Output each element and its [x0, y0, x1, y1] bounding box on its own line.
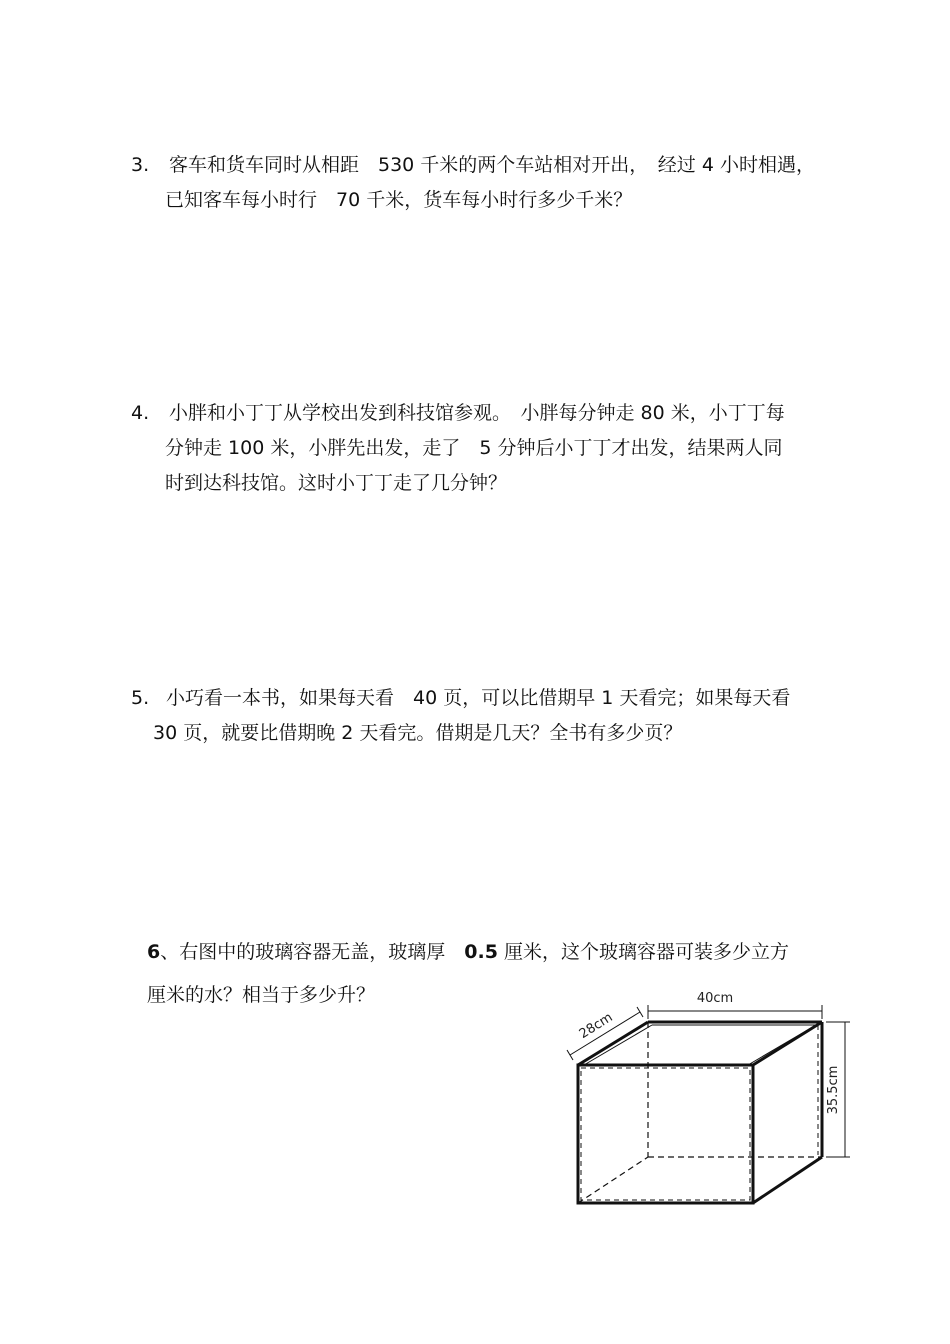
problem-6-text-prefix: 、右图中的玻璃容器无盖，玻璃厚 [160, 941, 465, 963]
problem-3-line-1: 客车和货车同时从相距 530 千米的两个车站相对开出， 经过 4 小时相遇， [169, 154, 815, 176]
height-label: 35.5cm [826, 1065, 841, 1115]
hidden-bottom-left-edge [578, 1157, 648, 1203]
bottom-right-edge [753, 1157, 822, 1203]
problem-5-line-1: 小巧看一本书，如果每天看 40 页，可以比借期早 1 天看完；如果每天看 [166, 687, 791, 709]
problem-6-line-1 [147, 940, 789, 964]
front-face-inner [581, 1068, 750, 1200]
problem-6-line-2: 厘米的水？相当于多少升？ [147, 984, 376, 1006]
problem-4-number: 4. [131, 402, 150, 424]
problem-4-line-1: 小胖和小丁丁从学校出发到科技馆参观。 小胖每分钟走 80 米，小丁丁每 [169, 402, 785, 424]
length-label: 40cm [696, 991, 734, 1006]
problem-4-line-3: 时到达科技馆。这时小丁丁走了几分钟？ [165, 472, 508, 494]
problem-4-line-2: 分钟走 100 米，小胖先出发，走了 5 分钟后小丁丁才出发，结果两人同 [165, 437, 783, 459]
problem-6-number: 6 [147, 941, 161, 963]
problem-5-line-2: 30 页，就要比借期晚 2 天看完。借期是几天？全书有多少页？ [153, 722, 683, 744]
problem-5-number: 5. [131, 687, 150, 709]
problem-3-line-2: 已知客车每小时行 70 千米，货车每小时行多少千米？ [165, 189, 633, 211]
problem-6-text-suffix: 厘米，这个玻璃容器可装多少立方 [497, 941, 789, 963]
problem-3-number: 3. [131, 154, 150, 176]
top-right-edge [753, 1022, 822, 1065]
width-label: 28cm [576, 1010, 616, 1043]
problem-6-thickness-value: 0.5 [464, 941, 498, 963]
front-face [578, 1065, 753, 1203]
glass-container-figure [560, 985, 860, 1215]
